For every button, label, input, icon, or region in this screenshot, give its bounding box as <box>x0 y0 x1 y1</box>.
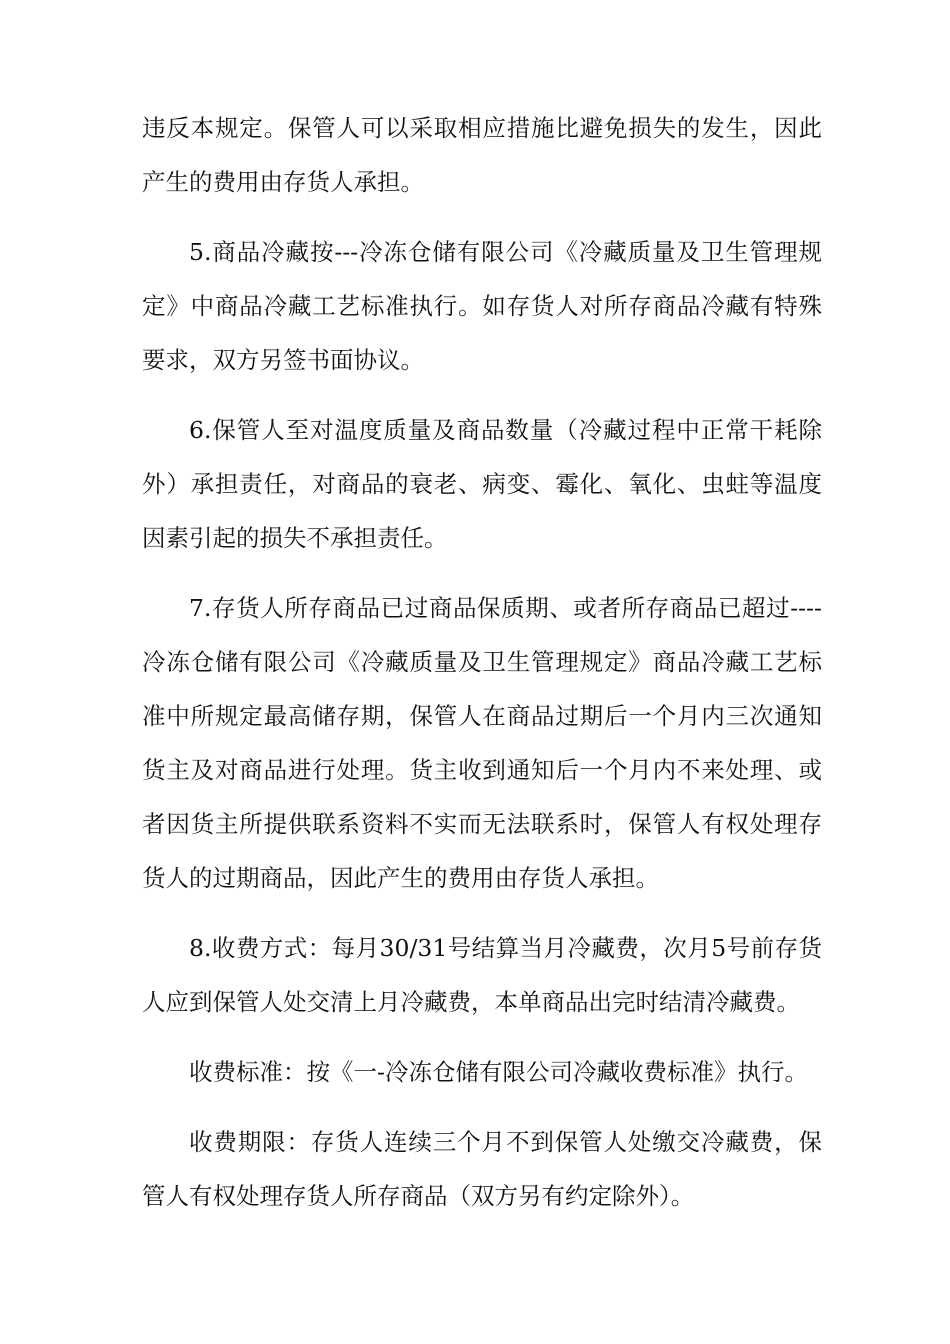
paragraph-fee-deadline: 收费期限：存货人连续三个月不到保管人处缴交冷藏费，保管人有权处理存货人所存商品（双方另有约定除外）。 <box>142 1128 822 1210</box>
paragraph-clause-5: 5.商品冷藏按---冷冻仓储有限公司《冷藏质量及卫生管理规定》中商品冷藏工艺标准执行。如存货人对所存商品冷藏有特殊要求，双方另签书面协议。 <box>142 238 822 374</box>
document-body <box>142 101 822 1239</box>
paragraph-clause-7: 7.存货人所存商品已过商品保质期、或者所存商品已超过----冷冻仓储有限公司《冷藏质量及卫生管理规定》商品冷藏工艺标准中所规定最高储存期，保管人在商品过期后一个月内三次通知货主及对商品进行处理。货主收到通知后一个月内不来处理、或者因货主所提供联系资料不实而无法联系时，保管人有权处理存货人的过期商品，因此产生的费用由存货人承担。 <box>142 594 822 892</box>
paragraph-continuation: 违反本规定。保管人可以采取相应措施比避免损失的发生，因此产生的费用由存货人承担。 <box>142 114 822 196</box>
paragraph-clause-8: 8.收费方式：每月30/31号结算当月冷藏费，次月5号前存货人应到保管人处交清上月冷藏费，本单商品出完时结清冷藏费。 <box>142 934 822 1016</box>
paragraph-clause-6: 6.保管人至对温度质量及商品数量（冷藏过程中正常干耗除外）承担责任，对商品的衰老、病变、霉化、氧化、虫蛀等温度因素引起的损失不承担责任。 <box>142 416 822 552</box>
paragraph-fee-standard: 收费标准：按《一-冷冻仓储有限公司冷藏收费标准》执行。 <box>189 1058 808 1086</box>
